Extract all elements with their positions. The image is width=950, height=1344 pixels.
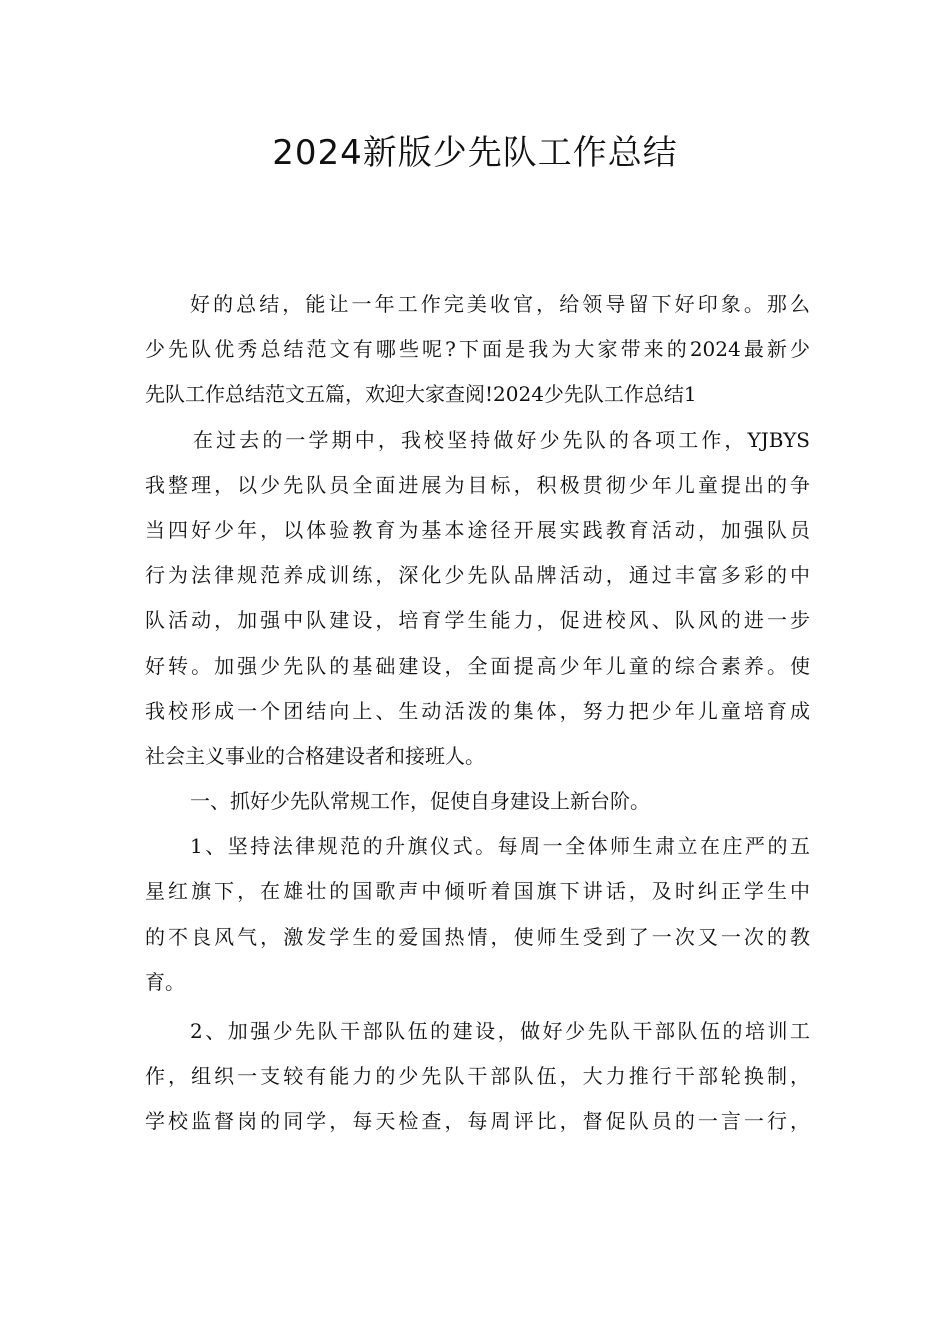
page-title: 2024新版少先队工作总结 (272, 133, 678, 173)
text-line: 好转。加强少先队的基础建设，全面提高少年儿童的综合素养。使 (145, 653, 810, 678)
section-heading: 一、抓好少先队常规工作，促使自身建设上新台阶。 (190, 789, 650, 814)
text-line: 我整理，以少先队员全面进展为目标，积极贯彻少年儿童提出的争 (145, 472, 810, 497)
text-line: 队活动，加强中队建设，培育学生能力，促进校风、队风的进一步 (145, 608, 810, 633)
text-line: 学校监督岗的同学，每天检查，每周评比，督促队员的一言一行， (145, 1109, 810, 1134)
text-line: 先队工作总结范文五篇，欢迎大家查阅!2024少先队工作总结1 (145, 382, 697, 407)
text-line: 少先队优秀总结范文有哪些呢?下面是我为大家带来的2024最新少 (145, 337, 810, 362)
text-line: 的不良风气，激发学生的爱国热情，使师生受到了一次又一次的教 (145, 924, 810, 949)
text-line: 行为法律规范养成训练，深化少先队品牌活动，通过丰富多彩的中 (145, 563, 810, 588)
text-line: 我校形成一个团结向上、生动活泼的集体，努力把少年儿童培育成 (145, 698, 810, 723)
text-line: 1、坚持法律规范的升旗仪式。每周一全体师生肃立在庄严的五 (190, 834, 810, 859)
text-line: 作，组织一支较有能力的少先队干部队伍，大力推行干部轮换制， (145, 1064, 810, 1089)
text-line: 当四好少年，以体验教育为基本途径开展实践教育活动，加强队员 (145, 517, 810, 542)
text-line: 2、加强少先队干部队伍的建设，做好少先队干部队伍的培训工 (190, 1019, 810, 1043)
text-line: 星红旗下，在雄壮的国歌声中倾听着国旗下讲话，及时纠正学生中 (145, 879, 810, 904)
text-line: 育。 (145, 969, 185, 994)
text-line: 在过去的一学期中，我校坚持做好少先队的各项工作，YJBYS (193, 427, 810, 452)
text-line: 好的总结，能让一年工作完美收官，给领导留下好印象。那么 (190, 292, 810, 316)
document-body (145, 282, 810, 1145)
text-line: 社会主义事业的合格建设者和接班人。 (145, 743, 485, 768)
